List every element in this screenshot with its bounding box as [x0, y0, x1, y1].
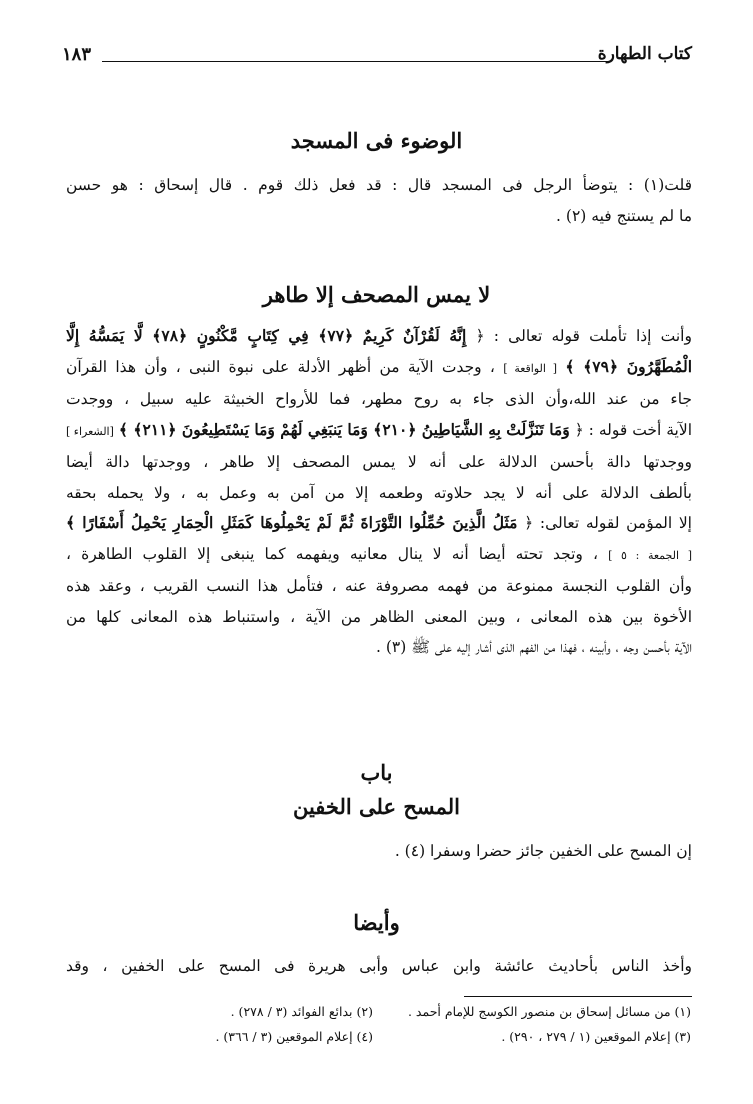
text-span: ، وتجد تحته أيضا أنه لا ينال معانيه ويفهمه كما ينبغى إلا القلوب الطاهرة ، [66, 544, 598, 563]
footnote-rule [464, 996, 692, 997]
text-line: بألطف الدلالة على أنه لا يجد حلاوته وطعمه إلا من آمن به وعمل به ، ولا يحمله بحقه [66, 483, 692, 502]
paragraph-mushaf [66, 321, 692, 663]
footnote-3: (٣) إعلام الموقعين (١ / ٢٧٩ ، ٢٩٠) . [501, 1029, 691, 1044]
text-line [66, 321, 692, 352]
header-rule [102, 61, 610, 62]
surah-reference: [ الواقعة ] [503, 361, 558, 375]
chapter-title: كتاب الطهارة [597, 44, 692, 64]
text-line: قلت(١) : يتوضأ الرجل فى المسجد قال : قد فعل ذلك قوم . قال إسحاق : هو حسن [66, 176, 692, 194]
footnote-2: (٢) بدائع الفوائد (٣ / ٢٧٨) . [230, 1004, 373, 1019]
footnote-1: (١) من مسائل إسحاق بن منصور الكوسج للإمام أحمد . [407, 1004, 691, 1019]
paragraph-mash [66, 836, 692, 867]
quran-verse: مَثَلُ الَّذِينَ حُمِّلُوا التَّوْرَاةَ ثُمَّ لَمْ يَحْمِلُوهَا كَمَثَلِ الْحِمَارِ يَحْمِلُ أَسْفَارًا ﴾ [66, 513, 518, 532]
text-line: إن المسح على الخفين جائز حضرا وسفرا (٤) . [394, 842, 692, 860]
quran-verse: الْمُطَهَّرُونَ ﴿٧٩﴾ ﴾ [565, 356, 692, 376]
bab-label: باب [360, 760, 393, 785]
page-number: ١٨٣ [62, 44, 92, 65]
text-line [66, 508, 692, 539]
text-line: وأن القلوب النجسة ممنوعة من فهمه مصروفة عنه ، فتأمل هذا النسب القريب ، وعقد هذه [66, 577, 692, 595]
text-line: الآية بأحسن وجه ، وأبينه ، فهذا من الفهم الذى أشار إليه على ﷺ (٣) . [376, 638, 692, 656]
text-span: الآية أخت قوله : ﴿ [574, 420, 692, 439]
text-span: ، وجدت الآية من أظهر الأدلة على نبوة النبى ، وأن هذا القرآن [66, 357, 495, 376]
running-header [62, 44, 692, 72]
text-span: وأنت إذا تأملت قوله تعالى : ﴿ [475, 327, 692, 345]
surah-reference: [الشعراء ] [66, 424, 114, 438]
paragraph-aydan [66, 951, 692, 982]
text-line [66, 415, 692, 448]
text-line: وأخذ الناس بأحاديث عائشة وابن عباس وأبى هريرة فى المسح على الخفين ، وقد [66, 957, 692, 975]
surah-reference: [ الجمعة : ٥ ] [608, 548, 692, 562]
paragraph-wudu [66, 170, 692, 231]
text-line [66, 539, 692, 572]
quran-verse: وَمَا تَنَزَّلَتْ بِهِ الشَّيَاطِينُ ﴿٢١٠﴾ وَمَا يَنبَغِي لَهُمْ وَمَا يَسْتَطِيعُونَ ﴿٢١١﴾ ﴾ [118, 419, 570, 439]
text-line: الأخوة بين هذه المعانى ، وبين المعنى الظاهر من الآية ، واستنباط هذه المعانى كلها من [66, 607, 692, 626]
text-line: ووجدتها دالة بأحسن الدلالة على أنه لا يمس المصحف إلا طاهر ، ووجدتها دالة أيضا [66, 453, 692, 471]
heading-mash: المسح على الخفين [292, 794, 460, 819]
text-span: إلا المؤمن لقوله تعالى: ﴿ [524, 514, 692, 532]
footnote-4: (٤) إعلام الموقعين (٣ / ٣٦٦) . [215, 1029, 373, 1044]
heading-mushaf: لا يمس المصحف إلا طاهر [262, 282, 491, 307]
text-line: جاء من عند الله،وأن الذى جاء به روح مطهر، فما للأرواح الخبيثة عليه سبيل ، ووجدت [66, 390, 692, 408]
text-line [66, 352, 692, 385]
text-line: ما لم يستنج فيه (٢) . [556, 206, 692, 225]
quran-verse: إِنَّهُ لَقُرْآنٌ كَرِيمٌ ﴿٧٧﴾ فِي كِتَابٍ مَّكْنُونٍ ﴿٧٨﴾ لَّا يَمَسُّهُ إِلَّا [66, 326, 467, 345]
heading-wudu: الوضوء فى المسجد [290, 128, 463, 153]
heading-aydan: وأيضا [353, 910, 400, 935]
